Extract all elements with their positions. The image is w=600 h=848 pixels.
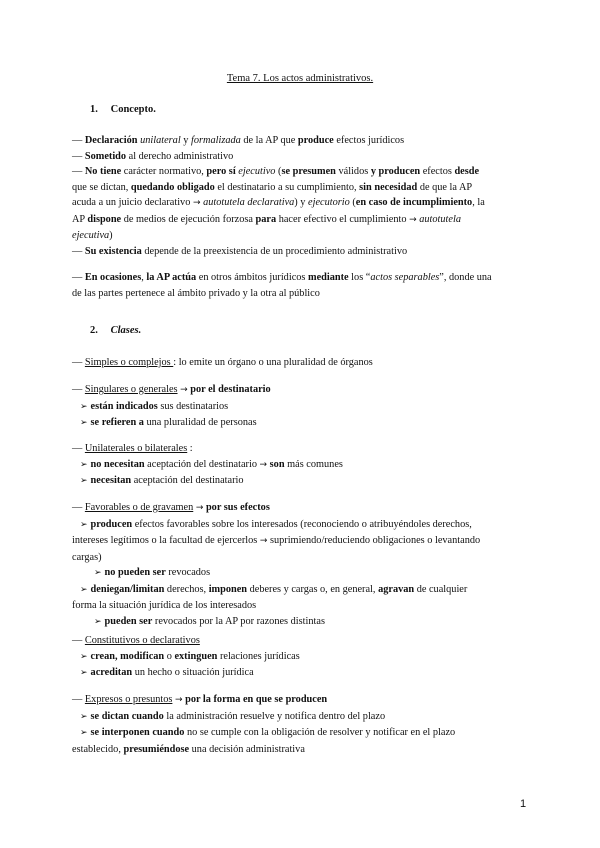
section-heading-concepto bbox=[90, 104, 156, 115]
text-span: relaciones jurídicas bbox=[217, 650, 300, 662]
text-line bbox=[72, 550, 534, 566]
list-item bbox=[72, 614, 534, 631]
text-span: : lo emite un órgano o una pluralidad de órganos bbox=[173, 357, 373, 368]
text-span: — bbox=[72, 694, 85, 705]
text-span: en caso de incumplimiento bbox=[355, 197, 473, 208]
concepto-block bbox=[72, 133, 534, 301]
text-line bbox=[72, 742, 534, 758]
text-span: produce bbox=[297, 135, 334, 146]
clase-unilaterales-bilaterales bbox=[72, 441, 534, 490]
text-span: Favorables o de gravamen bbox=[84, 502, 194, 513]
text-span: — bbox=[72, 166, 85, 177]
text-span: dispone bbox=[87, 213, 122, 225]
clase-expresos-presuntos bbox=[72, 692, 534, 757]
text-span: y produ bbox=[370, 166, 406, 177]
bullet-icon: ➢ bbox=[80, 418, 88, 428]
concepto-line-2 bbox=[72, 149, 534, 165]
text-span: imponen bbox=[208, 583, 248, 595]
text-span: deniegan/limitan bbox=[90, 583, 165, 595]
text-span: — bbox=[72, 443, 85, 454]
text-span: de cualquier bbox=[414, 583, 468, 595]
text-span: presumiéndose bbox=[123, 743, 190, 755]
text-span: no pueden ser bbox=[104, 567, 166, 578]
text-span: establecido, bbox=[72, 743, 124, 755]
text-span: revocados por la AP por razones distintas bbox=[152, 615, 325, 627]
arrow-icon: → bbox=[409, 214, 417, 225]
text-span: por la forma en que se producen bbox=[182, 694, 328, 705]
text-span: no necesitan bbox=[90, 458, 145, 470]
list-item bbox=[72, 399, 534, 416]
list-item bbox=[72, 582, 534, 599]
text-line bbox=[72, 355, 534, 371]
text-span: y bbox=[183, 135, 191, 146]
arrow-icon: → bbox=[195, 503, 204, 513]
list-item bbox=[72, 725, 534, 742]
list-item bbox=[72, 473, 534, 490]
text-span: por sus efectos bbox=[203, 502, 270, 513]
text-span: Expresos o presuntos bbox=[84, 694, 173, 705]
bullet-icon: ➢ bbox=[94, 616, 102, 627]
text-span: se dictan cuando bbox=[90, 710, 164, 722]
text-span: producen bbox=[90, 518, 133, 530]
text-span: intereses legítimos o la facultad de ejercerlos bbox=[72, 535, 260, 546]
text-span: de que la AP bbox=[417, 181, 473, 193]
bullet-icon: ➢ bbox=[80, 728, 88, 738]
page-number: 1 bbox=[520, 798, 527, 810]
concepto-line-10 bbox=[72, 286, 534, 302]
bullet-icon: ➢ bbox=[80, 476, 88, 486]
text-span: al derecho administrativo bbox=[126, 150, 234, 162]
text-span: sus destinatarios bbox=[157, 400, 229, 412]
text-span: autotutela bbox=[419, 213, 461, 225]
text-span: necesitan bbox=[90, 475, 132, 486]
text-span: En ocasiones bbox=[84, 272, 142, 283]
text-span: efectos bbox=[420, 166, 455, 177]
text-span: , bbox=[141, 272, 147, 283]
text-span: se presumen bbox=[281, 166, 336, 177]
text-span: se interponen cuando bbox=[90, 727, 185, 738]
concepto-line-7 bbox=[72, 228, 534, 244]
text-span: cargas) bbox=[72, 551, 102, 563]
bullet-icon: ➢ bbox=[80, 459, 88, 470]
text-span: — bbox=[72, 635, 85, 646]
text-span: formalizada bbox=[191, 135, 241, 146]
text-span: el destinatario a su cumplimiento, bbox=[214, 181, 360, 193]
bullet-icon: ➢ bbox=[80, 668, 88, 678]
concepto-line-3 bbox=[72, 164, 534, 180]
arrow-icon: → bbox=[174, 695, 183, 705]
text-span: , la bbox=[472, 197, 485, 208]
text-span: en otros ámbitos jurídicos bbox=[196, 272, 308, 283]
section-title: Concepto. bbox=[110, 104, 156, 115]
text-span: derechos, bbox=[164, 583, 209, 595]
text-line bbox=[72, 533, 534, 550]
text-line bbox=[72, 441, 534, 457]
arrow-icon: → bbox=[259, 459, 268, 470]
text-span: por el destinatario bbox=[187, 384, 271, 395]
text-span: de medios de ejecución forzosa bbox=[121, 213, 256, 225]
text-span: — bbox=[72, 357, 85, 368]
list-item bbox=[72, 665, 534, 682]
text-span: más comunes bbox=[284, 458, 343, 470]
text-span: Simples o complejos bbox=[84, 357, 174, 368]
text-span: hacer efectivo el cumplimiento bbox=[276, 213, 410, 225]
section-title: Clases. bbox=[110, 325, 142, 336]
concepto-line-9 bbox=[72, 270, 534, 286]
text-span: Unilaterales o bilaterales bbox=[84, 443, 188, 454]
text-line bbox=[72, 382, 534, 399]
text-span: — bbox=[72, 135, 85, 146]
text-span: de las partes pertenece al ámbito privado y la otra al público bbox=[72, 287, 320, 299]
text-span: Singulares o generales bbox=[84, 384, 178, 395]
text-span: un hecho o situación jurídica bbox=[132, 667, 254, 678]
concepto-line-4 bbox=[72, 180, 534, 196]
text-span: cen bbox=[405, 166, 421, 177]
text-span: están indicados bbox=[90, 400, 158, 412]
text-span: deberes y cargas o, en general, bbox=[247, 583, 379, 595]
list-item bbox=[72, 649, 534, 666]
text-span: — bbox=[72, 502, 85, 513]
text-span: quedando obligado bbox=[130, 181, 215, 193]
bullet-icon: ➢ bbox=[80, 584, 88, 595]
text-span: válidos bbox=[335, 166, 371, 177]
clase-simples-complejos bbox=[72, 355, 534, 371]
text-span: carácter normativo, bbox=[121, 166, 207, 177]
text-span: Declaración bbox=[84, 135, 141, 146]
text-span: Su existencia bbox=[84, 245, 142, 257]
text-line bbox=[72, 692, 534, 709]
text-span: acuda a un juicio declarativo bbox=[72, 197, 193, 208]
text-span: agravan bbox=[378, 583, 415, 595]
clase-favorables-gravamen bbox=[72, 500, 534, 630]
text-span: — bbox=[72, 150, 85, 162]
text-span: ejecutivo bbox=[238, 166, 276, 177]
text-span: efectos favorables sobre los interesados (reconociendo o atribuyéndoles derechos, bbox=[132, 518, 472, 530]
list-item bbox=[72, 517, 534, 534]
text-span: una decisión administrativa bbox=[189, 743, 305, 755]
text-span: depende de la preexistencia de un procedimiento administrativo bbox=[141, 245, 408, 257]
text-span: crean, modifican bbox=[90, 650, 165, 662]
text-span: Constitutivos o declarativos bbox=[84, 635, 200, 646]
list-item bbox=[72, 709, 534, 726]
text-span: son bbox=[267, 458, 285, 470]
text-span: ( bbox=[349, 197, 356, 208]
text-line bbox=[72, 598, 534, 614]
text-span: aceptación del destinatario bbox=[131, 475, 244, 486]
text-span: No tiene bbox=[84, 166, 122, 177]
text-span: los “ bbox=[348, 272, 371, 283]
text-line bbox=[72, 500, 534, 517]
text-span: que se dictan, bbox=[72, 181, 131, 193]
text-span: ejecutiva bbox=[72, 230, 110, 241]
section-number: 2. bbox=[90, 325, 98, 336]
text-span: efectos jurídicos bbox=[333, 135, 405, 146]
text-span: autotutela declarativa bbox=[203, 197, 295, 208]
text-span: una pluralidad de personas bbox=[143, 417, 257, 428]
text-span: pero sí bbox=[206, 166, 239, 177]
concepto-line-5 bbox=[72, 195, 534, 212]
arrow-icon: → bbox=[259, 536, 268, 546]
arrow-icon: → bbox=[180, 385, 188, 395]
text-span: Sometido bbox=[84, 150, 127, 162]
text-span: actos separables bbox=[370, 272, 440, 283]
text-span: forma la situación jurídica de los interesados bbox=[72, 600, 257, 611]
text-span: ( bbox=[275, 166, 282, 177]
document-title: Tema 7. Los actos administrativos. bbox=[226, 73, 374, 84]
text-span: sin necesidad bbox=[359, 181, 418, 193]
arrow-icon: → bbox=[192, 198, 201, 208]
bullet-icon: ➢ bbox=[80, 519, 88, 530]
clase-singulares-generales bbox=[72, 382, 534, 432]
concepto-line-1 bbox=[72, 133, 534, 149]
section-heading-clases bbox=[90, 325, 141, 336]
text-span: — bbox=[72, 384, 85, 395]
text-span: revocados bbox=[165, 567, 211, 578]
text-span: aceptación del destinatario bbox=[144, 458, 260, 470]
clase-constitutivos-declarativos bbox=[72, 633, 534, 682]
text-span: extinguen bbox=[174, 650, 218, 662]
list-item bbox=[72, 415, 534, 432]
text-span: — bbox=[72, 245, 85, 257]
text-span: mediante bbox=[308, 272, 349, 283]
text-span: suprimiendo/reduciendo obligaciones o levantando bbox=[267, 535, 481, 546]
text-span: AP bbox=[72, 213, 88, 225]
text-span: no se cumple con la obligación de resolver y notificar en el plazo bbox=[184, 727, 456, 738]
bullet-icon: ➢ bbox=[80, 711, 88, 722]
text-span: pueden ser bbox=[104, 615, 153, 627]
text-span: se refieren a bbox=[90, 417, 144, 428]
text-span: para bbox=[255, 213, 277, 225]
text-span: ) y bbox=[294, 197, 309, 208]
text-span: ) bbox=[109, 230, 113, 241]
list-item bbox=[72, 457, 534, 474]
text-span: la administración resuelve y notifica dentro del plazo bbox=[163, 710, 386, 722]
bullet-icon: ➢ bbox=[94, 568, 102, 578]
list-item bbox=[72, 565, 534, 582]
section-number: 1. bbox=[90, 104, 98, 115]
bullet-icon: ➢ bbox=[80, 401, 88, 412]
text-span: : bbox=[187, 443, 193, 454]
text-span: unilateral bbox=[140, 135, 184, 146]
text-line bbox=[72, 633, 534, 649]
text-span: la AP actúa bbox=[146, 272, 197, 283]
concepto-line-6 bbox=[72, 212, 534, 229]
text-span: acreditan bbox=[90, 667, 133, 678]
text-span: desde bbox=[454, 166, 480, 177]
text-span: o bbox=[164, 650, 175, 662]
text-span: de la AP que bbox=[240, 135, 298, 146]
concepto-line-8 bbox=[72, 244, 534, 260]
text-span: ”, donde una bbox=[439, 272, 492, 283]
text-span: — bbox=[72, 272, 85, 283]
text-span: ejecutorio bbox=[308, 197, 350, 208]
bullet-icon: ➢ bbox=[80, 651, 88, 662]
